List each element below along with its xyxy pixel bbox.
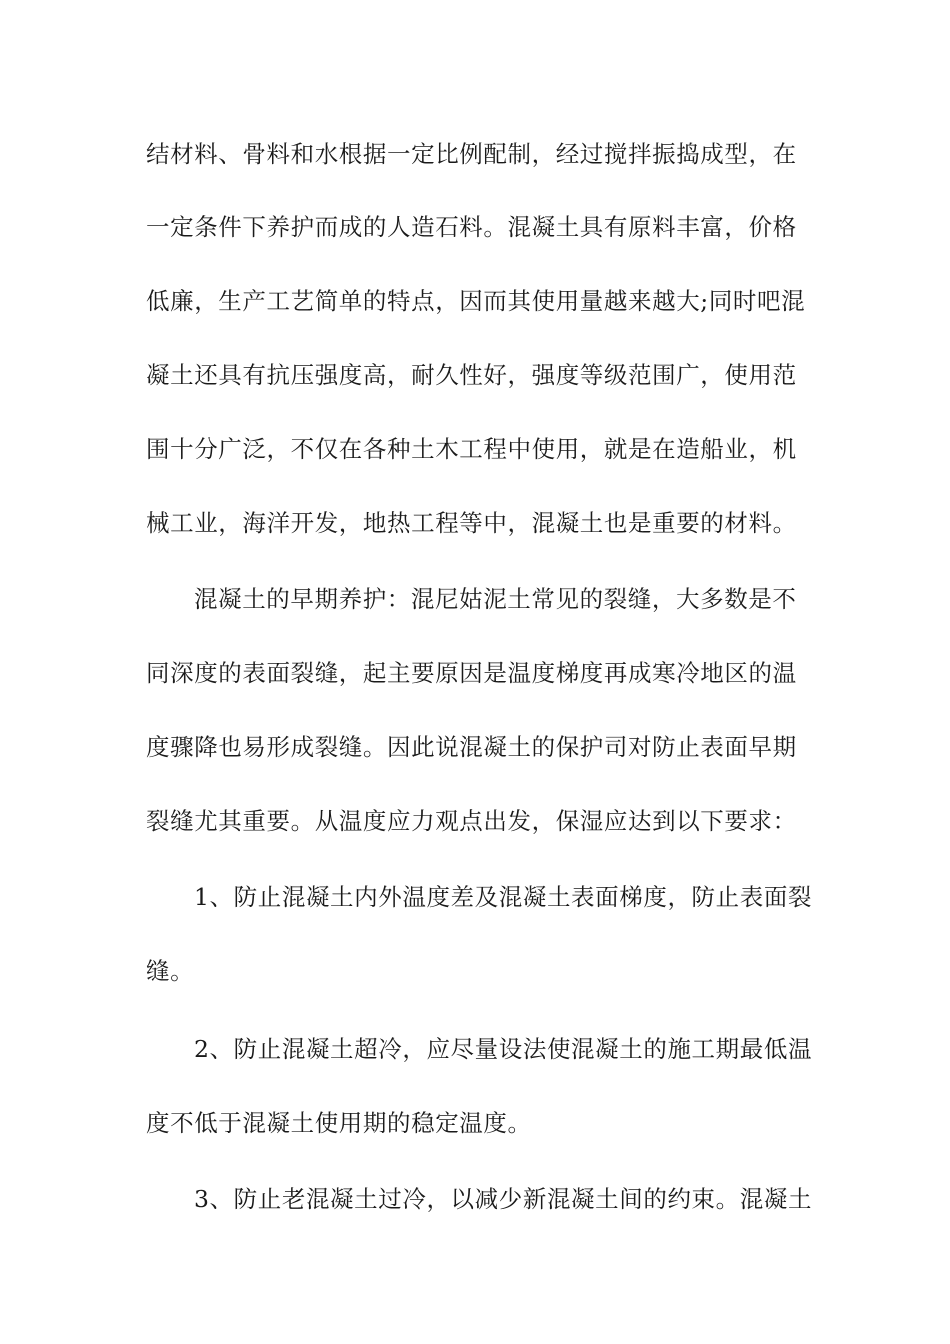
- text-line: 度不低于混凝土使用期的稳定温度。: [146, 1109, 532, 1137]
- text-line: 凝土还具有抗压强度高，耐久性好，强度等级范围广，使用范: [146, 361, 797, 389]
- text-line: 缝。: [146, 957, 195, 985]
- text-line: 围十分广泛，不仅在各种土木工程中使用，就是在造船业，机: [146, 435, 797, 463]
- text-line: 裂缝尤其重要。从温度应力观点出发，保湿应达到以下要求：: [146, 807, 797, 835]
- list-item-3: 3、防止老混凝土过冷，以减少新混凝土间的约束。混凝土: [194, 1185, 813, 1213]
- text-line: 一定条件下养护而成的人造石料。混凝土具有原料丰富，价格: [146, 213, 797, 241]
- text-line: 度骤降也易形成裂缝。因此说混凝土的保护司对防止表面早期: [146, 733, 797, 761]
- text-line: 同深度的表面裂缝，起主要原因是温度梯度再成寒冷地区的温: [146, 659, 797, 687]
- list-item-2: 2、防止混凝土超冷，应尽量设法使混凝土的施工期最低温: [194, 1035, 813, 1063]
- text-line: 械工业，海洋开发，地热工程等中，混凝土也是重要的材料。: [146, 509, 797, 537]
- list-item-1: 1、防止混凝土内外温度差及混凝土表面梯度，防止表面裂: [194, 883, 813, 911]
- text-line: 低廉，生产工艺简单的特点，因而其使用量越来越大;同时吧混: [146, 287, 806, 315]
- paragraph-first-line: 混凝土的早期养护：混尼姑泥土常见的裂缝，大多数是不: [194, 585, 797, 613]
- text-line: 结材料、骨料和水根据一定比例配制，经过搅拌振捣成型，在: [146, 140, 797, 168]
